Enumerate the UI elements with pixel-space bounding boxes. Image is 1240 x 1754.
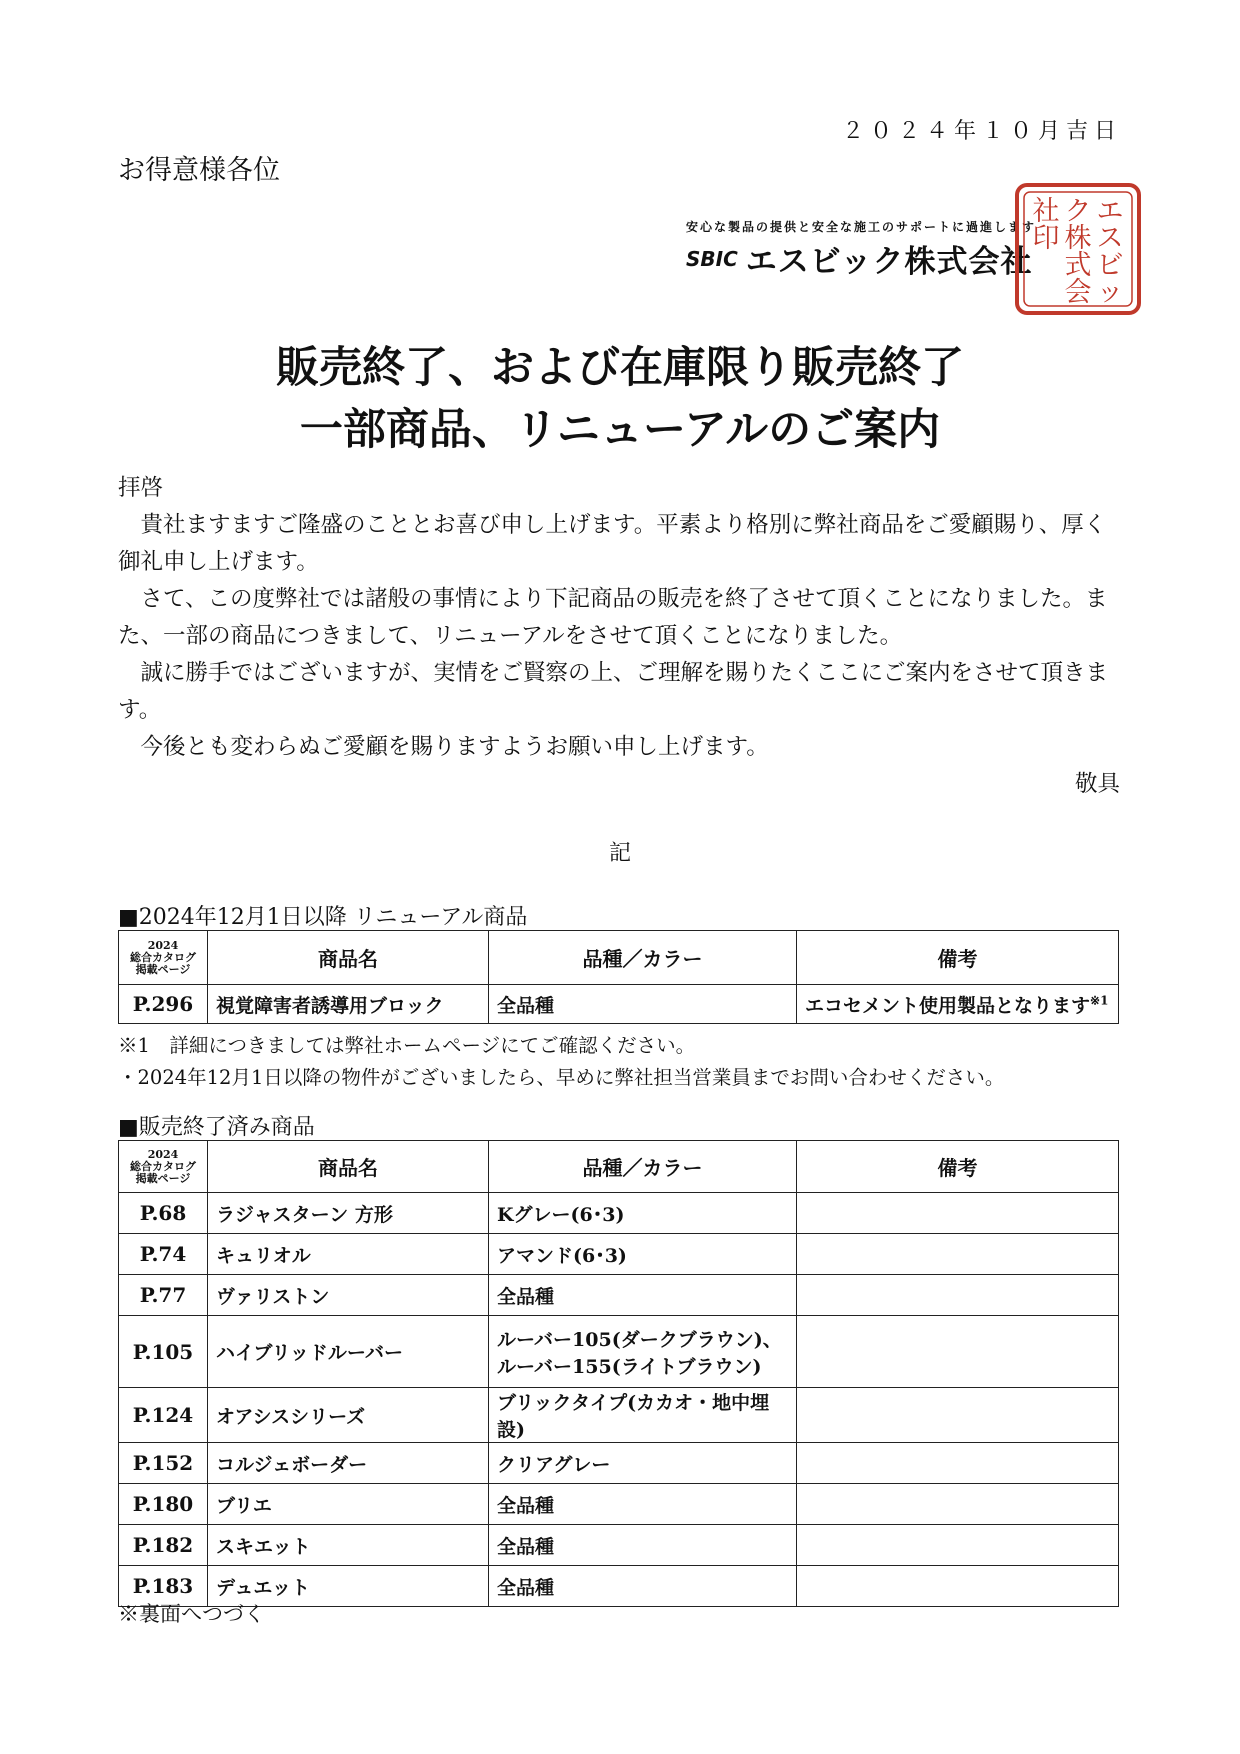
row-remarks	[797, 1566, 1119, 1607]
row-variety: 全品種	[489, 1484, 797, 1525]
renewal-table	[118, 930, 1119, 1024]
company-name: エスビック株式会社	[745, 244, 1033, 280]
table-row	[119, 1566, 1119, 1607]
row-page: P.124	[119, 1388, 208, 1443]
discontinued-table	[118, 1140, 1119, 1607]
table-header-row	[119, 1141, 1119, 1193]
seal-character: 会	[1064, 277, 1092, 308]
addressee: お得意様各位	[118, 155, 280, 186]
table-row	[119, 1316, 1119, 1388]
header-remarks: 備考	[797, 931, 1119, 985]
seal-character: ク	[1064, 196, 1092, 227]
issue-date: ２０２４年１０月吉日	[841, 119, 1122, 144]
row-remarks	[797, 1443, 1119, 1484]
row-variety: クリアグレー	[489, 1443, 797, 1484]
row-remarks	[797, 1234, 1119, 1275]
row-variety: Kグレー(6･3)	[489, 1193, 797, 1234]
row-name: ブリエ	[208, 1484, 489, 1525]
title-line-2: 一部商品、リニューアルのご案内	[299, 405, 941, 455]
row-name: デュエット	[208, 1566, 489, 1607]
letter-body	[118, 470, 1120, 803]
table-row	[119, 1234, 1119, 1275]
company-seal-stamp	[1014, 182, 1142, 316]
row-remarks	[797, 1316, 1119, 1388]
table-row	[119, 1484, 1119, 1525]
row-name: オアシスシリーズ	[208, 1388, 489, 1443]
row-remarks	[797, 1525, 1119, 1566]
seal-character: エ	[1096, 196, 1124, 227]
title-line-1: 販売終了、および在庫限り販売終了	[276, 343, 964, 393]
seal-character: ビ	[1096, 250, 1124, 281]
closing-salutation: 敬具	[1074, 771, 1120, 797]
footnote-1: ※1 詳細につきましては弊社ホームページにてご確認ください。	[118, 1034, 696, 1057]
row-remarks	[797, 1388, 1119, 1443]
letter-paragraph-2: さて、この度弊社では諸般の事情により下記商品の販売を終了させて頂くことになりました。また、一部の商品につきまして、リニューアルをさせて頂くことになりました。	[118, 586, 1108, 649]
row-remarks: エコセメント使用製品となります$^{※1}$	[797, 985, 1119, 1024]
row-variety: アマンド(6･3)	[489, 1234, 797, 1275]
table-header-row	[119, 931, 1119, 985]
table-row	[119, 1388, 1119, 1443]
continued-on-back: ※裏面へつづく	[118, 1602, 265, 1626]
renewal-notice: ・2024年12月1日以降の物件がございましたら、早めに弊社担当営業員までお問い合わせください。	[118, 1066, 1005, 1089]
seal-character: 社	[1032, 196, 1060, 227]
table-row	[119, 1443, 1119, 1484]
seal-character: ッ	[1096, 277, 1124, 308]
row-variety: 全品種	[489, 1275, 797, 1316]
row-page: P.68	[119, 1193, 208, 1234]
letter-paragraph-4: 今後とも変わらぬご愛顧を賜りますようお願い申し上げます。	[140, 734, 769, 760]
row-page: P.296	[119, 985, 208, 1024]
logo-mark: SBIC	[686, 246, 738, 271]
header-page: 2024 総合カタログ 掲載ページ	[119, 931, 208, 985]
discontinued-heading: ■販売終了済み商品	[118, 1115, 315, 1140]
row-name: コルジェボーダー	[208, 1443, 489, 1484]
opening-greeting: 拝啓	[118, 475, 164, 501]
table-row	[119, 1193, 1119, 1234]
row-page: P.152	[119, 1443, 208, 1484]
row-remarks	[797, 1275, 1119, 1316]
ki-heading: 記	[608, 841, 631, 866]
row-page: P.77	[119, 1275, 208, 1316]
row-name: 視覚障害者誘導用ブロック	[208, 985, 489, 1024]
row-page: P.180	[119, 1484, 208, 1525]
row-variety: 全品種	[489, 985, 797, 1024]
company-tagline: 安心な製品の提供と安全な施工のサポートに過進します	[686, 220, 1037, 234]
letter-paragraph-3: 誠に勝手ではございますが、実情をご賢察の上、ご理解を賜りたくここにご案内をさせて頂きます。	[118, 660, 1109, 723]
seal-character: 式	[1064, 250, 1092, 281]
company-logo	[686, 236, 1033, 281]
seal-character: ス	[1096, 223, 1124, 254]
header-name: 商品名	[208, 931, 489, 985]
row-variety: 全品種	[489, 1525, 797, 1566]
renewal-heading: ■2024年12月1日以降 リニューアル商品	[118, 905, 528, 930]
header-variety: 品種／カラー	[489, 931, 797, 985]
table-row	[119, 1525, 1119, 1566]
row-variety: ルーバー105(ダークブラウン)、 ルーバー155(ライトブラウン)	[489, 1316, 797, 1388]
table-row	[119, 1275, 1119, 1316]
row-name: ラジャスターン 方形	[208, 1193, 489, 1234]
header-name: 商品名	[208, 1141, 489, 1193]
header-page: 2024 総合カタログ 掲載ページ	[119, 1141, 208, 1193]
table-row	[119, 985, 1119, 1024]
seal-character: 印	[1032, 223, 1060, 254]
row-name: スキエット	[208, 1525, 489, 1566]
row-name: ハイブリッドルーバー	[208, 1316, 489, 1388]
row-remarks	[797, 1193, 1119, 1234]
header-remarks: 備考	[797, 1141, 1119, 1193]
row-page: P.74	[119, 1234, 208, 1275]
row-remarks	[797, 1484, 1119, 1525]
row-page: P.183	[119, 1566, 208, 1607]
seal-character: 株	[1064, 223, 1092, 254]
row-name: キュリオル	[208, 1234, 489, 1275]
row-name: ヴァリストン	[208, 1275, 489, 1316]
row-variety: ブリックタイプ(カカオ・地中埋設)	[489, 1388, 797, 1443]
row-page: P.105	[119, 1316, 208, 1388]
row-page: P.182	[119, 1525, 208, 1566]
header-variety: 品種／カラー	[489, 1141, 797, 1193]
row-variety: 全品種	[489, 1566, 797, 1607]
letter-paragraph-1: 貴社ますますご隆盛のこととお喜び申し上げます。平素より格別に弊社商品をご愛顧賜り、厚く御礼申し上げます。	[118, 512, 1107, 575]
footnote-mark: ※1	[1090, 993, 1109, 1008]
